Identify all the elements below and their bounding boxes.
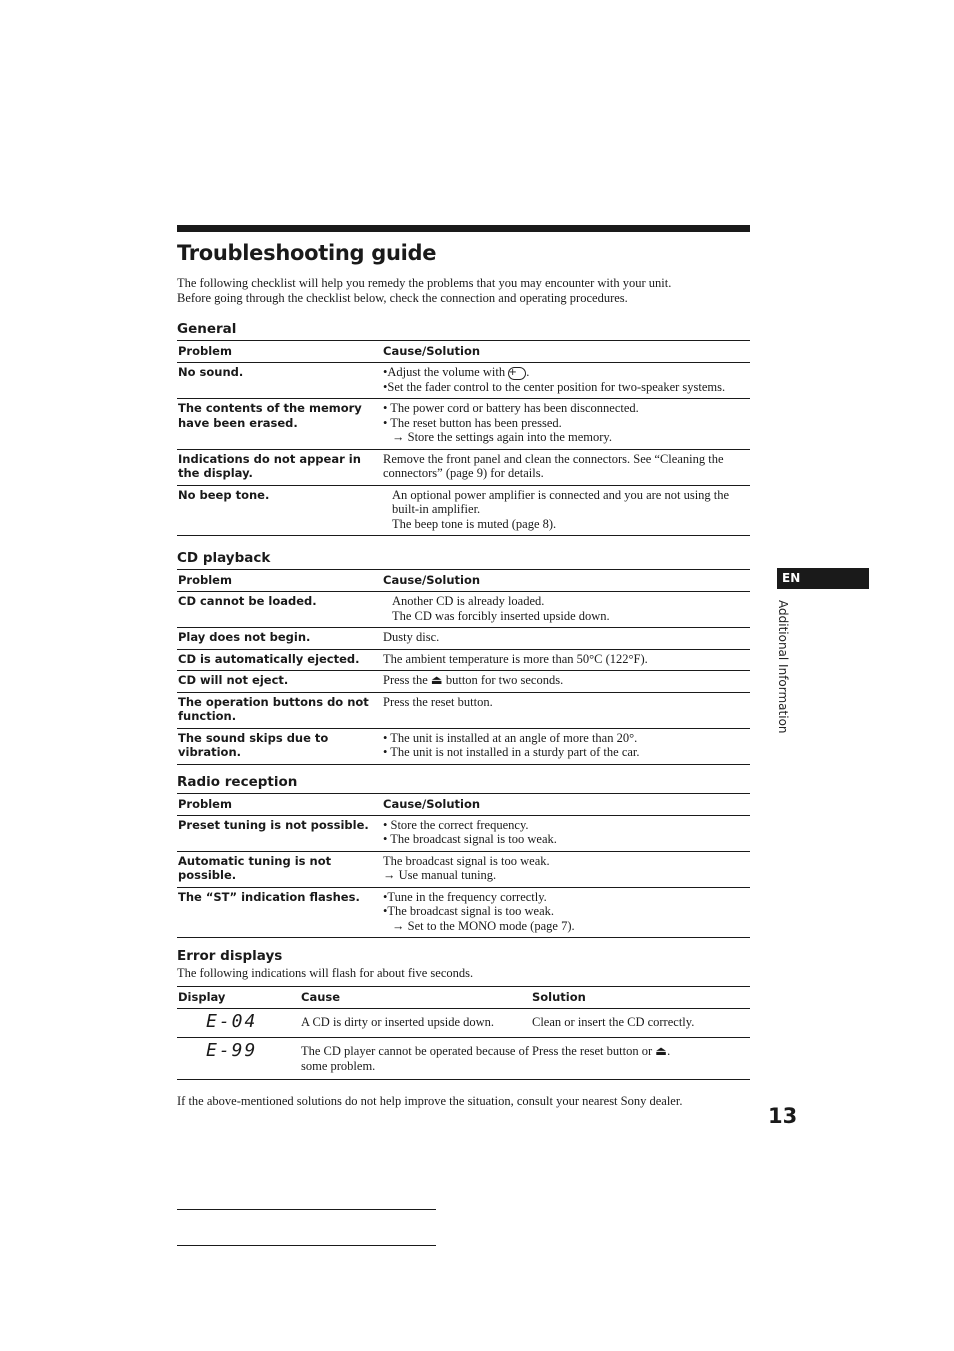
title-rule bbox=[177, 225, 750, 232]
intro-line-1: The following checklist will help you remedy the problems that you may encounter with your unit. bbox=[177, 276, 672, 290]
solution-cell bbox=[382, 671, 750, 693]
table-row bbox=[177, 887, 750, 938]
header-problem: Problem bbox=[177, 570, 382, 592]
solution-line: The ambient temperature is more than 50°C (122°F). bbox=[383, 651, 648, 666]
problem-cell: No sound. bbox=[177, 363, 382, 399]
intro-line-2: Before going through the checklist below, check the connection and operating procedures. bbox=[177, 290, 628, 305]
solution-cell bbox=[382, 851, 750, 887]
solution-cell bbox=[382, 649, 750, 671]
problem-cell: Preset tuning is not possible. bbox=[177, 815, 382, 851]
solution-line: •Set the fader control to the center position for two-speaker systems. bbox=[383, 379, 726, 394]
solution-text: Set to the MONO mode (page 7). bbox=[407, 918, 575, 933]
blank-rule bbox=[177, 1245, 436, 1246]
table-radio bbox=[177, 793, 750, 939]
side-label: Additional Information bbox=[776, 600, 790, 734]
blank-rule bbox=[177, 1209, 436, 1210]
problem-cell: No beep tone. bbox=[177, 485, 382, 536]
solution-line: • Store the correct frequency. bbox=[383, 817, 529, 832]
problem-cell: The sound skips due to vibration. bbox=[177, 728, 382, 764]
solution-line bbox=[383, 365, 749, 380]
eject-icon: ⏏ bbox=[430, 673, 443, 688]
problem-cell: Indications do not appear in the display. bbox=[177, 449, 382, 485]
display-cell bbox=[177, 1009, 300, 1038]
table-row bbox=[177, 649, 750, 671]
problem-cell: CD is automatically ejected. bbox=[177, 649, 382, 671]
arrow-icon: → bbox=[392, 918, 405, 933]
solution-cell bbox=[382, 692, 750, 728]
errors-intro: The following indications will flash for about five seconds. bbox=[177, 966, 474, 981]
section-title-cd: CD playback bbox=[177, 550, 271, 567]
solution-line: Dusty disc. bbox=[383, 630, 440, 645]
solution-line bbox=[383, 919, 749, 934]
solution-text: Store the settings again into the memory. bbox=[407, 430, 612, 445]
solution-text: Clean or insert the CD correctly. bbox=[532, 1015, 695, 1030]
solution-cell bbox=[382, 363, 750, 399]
intro-text bbox=[177, 276, 750, 305]
solution-line: Another CD is already loaded. bbox=[392, 594, 545, 609]
solution-text: Press the bbox=[383, 673, 428, 688]
solution-cell bbox=[382, 728, 750, 764]
solution-line: •Tune in the frequency correctly. bbox=[383, 889, 547, 904]
header-problem: Problem bbox=[177, 341, 382, 363]
table-row bbox=[177, 692, 750, 728]
table-row bbox=[177, 449, 750, 485]
side-tab-language: EN bbox=[777, 568, 869, 589]
solution-line bbox=[383, 430, 749, 445]
problem-cell: The contents of the memory have been erased. bbox=[177, 399, 382, 450]
header-cause-solution: Cause/Solution bbox=[382, 793, 750, 815]
solution-text: button for two seconds. bbox=[445, 673, 564, 688]
cause-cell: The CD player cannot be operated because of some problem. bbox=[300, 1038, 531, 1080]
solution-cell bbox=[382, 485, 750, 536]
table-errors bbox=[177, 986, 750, 1080]
table-row bbox=[177, 671, 750, 693]
error-code-display: E-04 bbox=[206, 1011, 258, 1033]
header-solution: Solution bbox=[531, 987, 750, 1009]
volume-plus-icon: + bbox=[508, 367, 526, 380]
solution-cell bbox=[531, 1038, 750, 1080]
arrow-icon: → bbox=[383, 868, 396, 883]
solution-line bbox=[383, 673, 749, 688]
solution-line: Press the reset button. bbox=[383, 694, 493, 709]
section-title-errors: Error displays bbox=[177, 948, 283, 965]
document-page bbox=[177, 225, 750, 1109]
solution-line: •The broadcast signal is too weak. bbox=[383, 904, 554, 919]
table-row bbox=[177, 728, 750, 764]
solution-cell bbox=[382, 592, 750, 628]
problem-cell: CD cannot be loaded. bbox=[177, 592, 382, 628]
solution-line: • The broadcast signal is too weak. bbox=[383, 832, 557, 847]
solution-text: Use manual tuning. bbox=[398, 868, 497, 883]
problem-cell: CD will not eject. bbox=[177, 671, 382, 693]
page-number: 13 bbox=[768, 1104, 798, 1128]
solution-line: • The reset button has been pressed. bbox=[383, 415, 562, 430]
solution-line: • The unit is not installed in a sturdy part of the car. bbox=[383, 745, 640, 760]
solution-line: An optional power amplifier is connected and you are not using the built-in amplifier. bbox=[392, 487, 730, 517]
table-row bbox=[177, 815, 750, 851]
section-title-radio: Radio reception bbox=[177, 773, 298, 790]
display-cell bbox=[177, 1038, 300, 1080]
solution-text: . bbox=[526, 365, 530, 379]
table-row bbox=[177, 485, 750, 536]
table-row bbox=[177, 363, 750, 399]
solution-cell bbox=[382, 449, 750, 485]
problem-cell: Play does not begin. bbox=[177, 628, 382, 650]
table-row bbox=[177, 592, 750, 628]
solution-line: The beep tone is muted (page 8). bbox=[392, 516, 557, 531]
table-row bbox=[177, 1038, 750, 1080]
solution-line: The CD was forcibly inserted upside down. bbox=[392, 608, 610, 623]
solution-line: • The unit is installed at an angle of more than 20°. bbox=[383, 730, 638, 745]
table-row bbox=[177, 851, 750, 887]
solution-line bbox=[383, 868, 749, 883]
solution-text: Press the reset button or bbox=[532, 1044, 653, 1059]
solution-text: . bbox=[667, 1044, 671, 1059]
table-row bbox=[177, 399, 750, 450]
table-general bbox=[177, 340, 750, 536]
header-cause-solution: Cause/Solution bbox=[382, 570, 750, 592]
header-cause: Cause bbox=[300, 987, 531, 1009]
table-row bbox=[177, 628, 750, 650]
arrow-icon: → bbox=[392, 430, 405, 445]
solution-line: The broadcast signal is too weak. bbox=[383, 853, 550, 868]
solution-cell bbox=[382, 815, 750, 851]
header-display: Display bbox=[177, 987, 300, 1009]
cause-cell: A CD is dirty or inserted upside down. bbox=[300, 1009, 531, 1038]
solution-line: Remove the front panel and clean the connectors. See “Cleaning the connectors” (page 9) for details. bbox=[383, 451, 724, 481]
eject-icon: ⏏ bbox=[655, 1044, 668, 1059]
solution-cell bbox=[382, 399, 750, 450]
solution-cell bbox=[382, 887, 750, 938]
problem-cell: The operation buttons do not function. bbox=[177, 692, 382, 728]
page-title: Troubleshooting guide bbox=[177, 241, 437, 265]
problem-cell: Automatic tuning is not possible. bbox=[177, 851, 382, 887]
solution-cell bbox=[531, 1009, 750, 1038]
solution-cell bbox=[382, 628, 750, 650]
solution-line: • The power cord or battery has been disconnected. bbox=[383, 401, 639, 416]
problem-cell: The “ST” indication flashes. bbox=[177, 887, 382, 938]
header-problem: Problem bbox=[177, 793, 382, 815]
section-title-general: General bbox=[177, 321, 237, 337]
table-cd bbox=[177, 569, 750, 765]
error-code-display: E-99 bbox=[206, 1040, 258, 1062]
solution-text: •Adjust the volume with bbox=[383, 365, 506, 379]
table-row bbox=[177, 1009, 750, 1038]
footer-note: If the above-mentioned solutions do not help improve the situation, consult your nearest Sony dealer. bbox=[177, 1094, 683, 1109]
header-cause-solution: Cause/Solution bbox=[382, 341, 750, 363]
